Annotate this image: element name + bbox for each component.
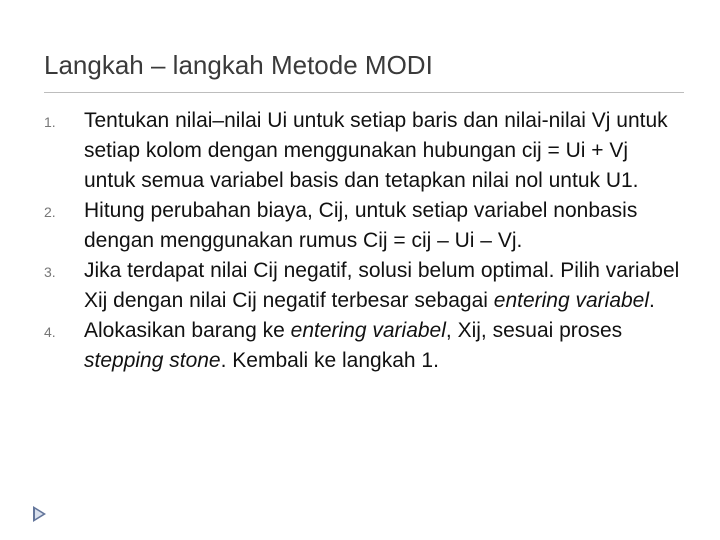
list-item-number: 2. bbox=[44, 204, 56, 220]
text-segment: Alokasikan barang ke bbox=[84, 319, 291, 342]
text-segment: . Kembali ke langkah 1. bbox=[220, 349, 439, 372]
list-item-text bbox=[84, 316, 684, 376]
title-divider bbox=[44, 92, 684, 93]
steps-list bbox=[44, 106, 684, 376]
text-segment: Hitung perubahan biaya, Cij, untuk setiap variabel nonbasis dengan menggunakan rumus Cij = cij – Ui – Vj. bbox=[84, 199, 638, 252]
text-segment: Tentukan nilai–nilai Ui untuk setiap baris dan nilai-nilai Vj untuk setiap kolom dengan menggunakan hubungan cij = Ui + Vj untuk semua variabel basis dan tetapkan nilai nol untuk U1. bbox=[84, 109, 668, 192]
text-segment: . bbox=[649, 289, 655, 312]
list-item-number: 4. bbox=[44, 324, 56, 340]
list-item bbox=[44, 256, 684, 316]
list-item-text bbox=[84, 196, 684, 256]
italic-term: entering variabel bbox=[290, 319, 446, 342]
list-item-number: 1. bbox=[44, 114, 56, 130]
list-item-number: 3. bbox=[44, 264, 56, 280]
list-item-text bbox=[84, 106, 684, 196]
italic-term: stepping stone bbox=[84, 349, 221, 372]
list-item-text bbox=[84, 256, 684, 316]
slide-title: Langkah – langkah Metode MODI bbox=[44, 50, 433, 80]
list-item bbox=[44, 316, 684, 376]
list-item bbox=[44, 106, 684, 196]
list-item bbox=[44, 196, 684, 256]
triangle-right-icon[interactable] bbox=[33, 506, 46, 522]
text-segment: , Xij, sesuai proses bbox=[445, 319, 623, 342]
text-segment: Jika terdapat nilai Cij negatif, solusi belum optimal. Pilih variabel Xij dengan nilai Cij negatif terbesar sebagai bbox=[84, 259, 680, 312]
italic-term: entering variabel bbox=[493, 289, 650, 312]
